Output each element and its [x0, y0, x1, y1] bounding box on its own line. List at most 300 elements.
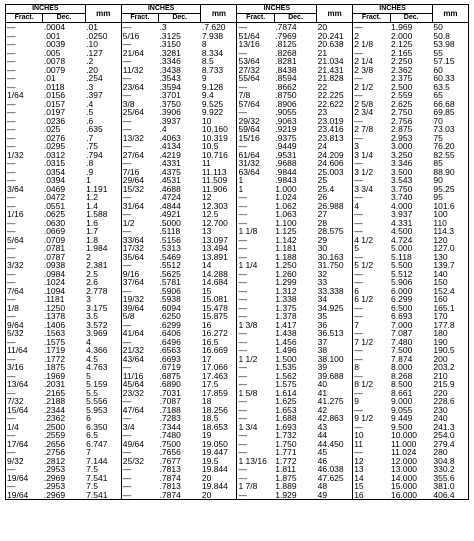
decimal-cell: .8906	[275, 99, 297, 108]
mm-cell: 44.450	[317, 439, 344, 448]
fraction-cell: 5/32	[7, 329, 24, 338]
fraction-cell: 1 1/8	[237, 227, 274, 236]
fraction-cell: —	[7, 218, 16, 227]
fraction-cell: —	[353, 448, 390, 457]
fraction-cell: 17/32	[121, 244, 158, 253]
fraction-cell: 3/4	[121, 423, 158, 432]
fraction-cell: 8	[353, 363, 390, 372]
table-row	[6, 278, 469, 287]
decimal-cell: 1.378	[275, 312, 297, 321]
decimal-cell: .2969	[43, 490, 66, 500]
decimal-cell: 4.000	[391, 201, 413, 210]
table-row	[6, 176, 469, 185]
decimal-cell: .7656	[159, 448, 181, 457]
decimal-cell: .3125	[159, 31, 181, 40]
decimal-cell: .0315	[43, 159, 66, 168]
decimal-cell: .9375	[275, 133, 297, 142]
mm-cell: .6	[86, 116, 94, 125]
decimal-cell: 9.500	[391, 422, 413, 431]
decimal-cell: .0469	[43, 184, 66, 193]
mm-cell: 20	[201, 473, 212, 482]
mm-cell: .254	[86, 74, 103, 83]
fraction-cell: —	[7, 82, 16, 91]
fraction-cell: 31/32	[237, 159, 274, 168]
decimal-cell: 1.142	[275, 235, 297, 244]
fraction-cell: —	[7, 201, 16, 210]
decimal-cell: .9688	[275, 159, 297, 168]
mm-cell: 31.750	[317, 261, 344, 270]
decimal-cell: .7344	[159, 422, 181, 431]
decimal-cell: .0625	[43, 210, 66, 219]
mm-cell: 35	[317, 312, 328, 321]
mm-cell: 19.844	[201, 465, 228, 474]
fraction-cell: 1 1/2	[237, 355, 274, 364]
mm-cell: 70	[433, 116, 443, 125]
decimal-cell: 6.693	[391, 312, 413, 321]
fraction-cell: —	[7, 40, 16, 49]
mm-cell: 65	[433, 91, 443, 100]
mm-cell: 75	[433, 133, 443, 142]
decimal-cell: .2165	[43, 388, 66, 397]
decimal-cell: .6693	[159, 354, 181, 363]
fraction-cell: 2 1/8	[353, 40, 390, 49]
decimal-cell: .0039	[43, 40, 66, 49]
mm-cell: 6	[86, 414, 91, 423]
table-row	[6, 23, 469, 32]
decimal-cell: 1.575	[275, 380, 297, 389]
fraction-cell: —	[237, 406, 274, 415]
mm-cell: 17	[201, 354, 212, 363]
fraction-cell: —	[121, 414, 158, 423]
fraction-cell: —	[7, 116, 16, 125]
decimal-cell: 1.024	[275, 193, 297, 202]
fraction-cell: 7/16	[121, 168, 158, 177]
decimal-cell: .0118	[43, 82, 65, 91]
decimal-cell: 1.125	[275, 227, 297, 236]
fraction-cell: —	[7, 74, 16, 83]
mm-cell: .9	[86, 167, 94, 176]
decimal-cell: 5.512	[391, 269, 413, 278]
fraction-cell: 3/64	[7, 184, 24, 193]
decimal-cell: 7.087	[391, 329, 413, 338]
fraction-cell: 7/32	[7, 397, 24, 406]
decimal-cell: .1406	[43, 320, 66, 329]
fraction-cell: 3 1/4	[353, 151, 390, 160]
mm-cell: .397	[86, 91, 103, 100]
fraction-cell: 43/64	[121, 355, 158, 364]
mm-cell: 17.859	[201, 388, 228, 397]
decimal-cell: 11.024	[391, 448, 417, 457]
fraction-cell: —	[121, 40, 158, 49]
mm-cell: 9.128	[201, 82, 224, 91]
decimal-cell: 2.362	[391, 65, 413, 74]
fraction-cell: 7 1/2	[353, 338, 390, 347]
decimal-cell: .5625	[159, 269, 181, 278]
mm-cell: 100	[433, 210, 448, 219]
mm-cell: 33.338	[317, 286, 344, 295]
mm-cell: 15	[201, 286, 212, 295]
fraction-cell: 59/64	[237, 125, 274, 134]
decimal-cell: 10.000	[391, 431, 418, 440]
decimal-cell: 1.625	[275, 397, 297, 406]
mm-cell: 190.5	[433, 346, 455, 355]
decimal-cell: 8.268	[391, 371, 413, 380]
mm-cell: 41.275	[317, 397, 344, 406]
decimal-cell: .0004	[43, 22, 66, 32]
mm-cell: 46	[317, 456, 328, 465]
fraction-cell: —	[237, 202, 274, 211]
decimal-cell: 1.771	[275, 448, 297, 457]
decimal-cell: .4531	[159, 176, 181, 185]
mm-cell: 203.2	[433, 363, 455, 372]
decimal-cell: .3750	[159, 99, 181, 108]
decimal-cell: .8281	[275, 57, 297, 66]
mm-cell: 32	[317, 269, 328, 278]
fraction-cell: 51/64	[237, 32, 274, 41]
decimal-cell: 15.000	[391, 482, 418, 491]
mm-cell: 42.863	[317, 414, 344, 423]
mm-cell: 215.9	[433, 380, 455, 389]
table-row	[6, 168, 469, 177]
mm-cell: 73.03	[433, 125, 455, 134]
mm-cell: 152.4	[433, 286, 455, 295]
mm-cell: 88.90	[433, 167, 455, 176]
fraction-cell: —	[121, 482, 158, 491]
mm-cell: 28	[317, 218, 328, 227]
decimal-cell: 1.299	[275, 278, 297, 287]
fraction-cell: 14	[353, 474, 390, 483]
mm-cell: 7.5	[86, 482, 98, 491]
table-row	[6, 219, 469, 228]
mm-cell: 57.15	[433, 57, 455, 66]
fraction-cell: —	[7, 482, 16, 491]
decimal-cell: 3.750	[391, 184, 413, 193]
mm-cell: .01	[86, 22, 98, 32]
decimal-cell: .7813	[159, 482, 181, 491]
mm-cell: .4	[86, 99, 94, 108]
table-row	[6, 142, 469, 151]
table-row	[6, 363, 469, 372]
mm-cell: 66.68	[433, 99, 455, 108]
mm-cell: 16.669	[201, 346, 228, 355]
decimal-cell: .3543	[159, 74, 181, 83]
fraction-cell: 12	[353, 457, 390, 466]
decimal-cell: .005	[43, 48, 61, 57]
fraction-cell: 37/64	[121, 278, 158, 287]
mm-cell: 190	[433, 337, 448, 346]
decimal-cell: .0236	[43, 116, 66, 125]
fraction-cell: 3/32	[7, 261, 24, 270]
fraction-cell: 25/64	[121, 108, 158, 117]
mm-cell: 5.953	[86, 405, 108, 414]
decimal-cell: .7813	[159, 465, 181, 474]
mm-cell: 5.556	[86, 397, 108, 406]
mm-cell: 85	[433, 159, 443, 168]
decimal-cell: 4.500	[391, 227, 413, 236]
decimal-cell: .2953	[43, 482, 66, 491]
fraction-cell: 33/64	[121, 236, 158, 245]
table-row	[6, 329, 469, 338]
mm-cell: 13.891	[201, 252, 228, 261]
fraction-cell: 21/32	[121, 346, 158, 355]
mm-cell: 3.5	[86, 312, 98, 321]
table-row	[6, 244, 469, 253]
decimal-cell: .3	[159, 22, 167, 32]
fraction-cell: 35/64	[121, 253, 158, 262]
mm-cell: 2.778	[86, 286, 108, 295]
mm-cell: 1.984	[86, 244, 108, 253]
fraction-cell: 3 1/2	[353, 168, 390, 177]
mm-cell: 220	[433, 388, 448, 397]
fraction-cell: 61/64	[237, 151, 274, 160]
decimal-cell: .3701	[159, 91, 181, 100]
mm-cell: 11.509	[201, 176, 228, 185]
mm-cell: 12.700	[201, 218, 228, 227]
fraction-cell: —	[7, 108, 16, 117]
table-row	[6, 100, 469, 109]
mm-cell: 19.050	[201, 439, 228, 448]
decimal-cell: .3594	[159, 82, 181, 91]
fraction-cell: 3	[353, 142, 390, 151]
fraction-cell: —	[7, 159, 16, 168]
decimal-cell: .2188	[43, 397, 66, 406]
decimal-cell: 2.000	[391, 31, 413, 40]
table-row	[6, 261, 469, 270]
decimal-cell: 5.906	[391, 278, 413, 287]
decimal-cell: 1.417	[275, 320, 297, 329]
mm-cell: 69.85	[433, 108, 455, 117]
decimal-cell: .7480	[159, 431, 181, 440]
fraction-cell: 19/32	[121, 295, 158, 304]
mm-cell: 127.0	[433, 244, 455, 253]
decimal-cell: 2.559	[391, 91, 413, 100]
decimal-cell: .1094	[43, 286, 66, 295]
decimal-cell: 3.740	[391, 193, 413, 202]
table-row	[6, 295, 469, 304]
table-row	[6, 270, 469, 279]
mm-cell: 5.159	[86, 380, 108, 389]
fraction-cell: 1 3/4	[237, 423, 274, 432]
mm-cell: 9.525	[201, 99, 224, 108]
fraction-cell: —	[237, 287, 274, 296]
decimal-cell: 2.125	[391, 40, 413, 49]
mm-cell: 2.381	[86, 261, 108, 270]
table-row	[6, 227, 469, 236]
decimal-cell: .001	[43, 31, 61, 40]
mm-cell: 22	[317, 82, 328, 91]
mm-cell: 46.038	[317, 465, 344, 474]
mm-cell: 20.241	[317, 31, 344, 40]
fraction-cell: 9/64	[7, 320, 24, 329]
fraction-cell: —	[237, 363, 274, 372]
decimal-cell: .9219	[275, 125, 297, 134]
fraction-cell: —	[237, 304, 274, 313]
mm-cell: 37	[317, 337, 328, 346]
decimal-cell: .8662	[275, 82, 297, 91]
decimal-cell: 1.889	[275, 482, 297, 491]
fraction-cell: —	[237, 193, 274, 202]
table-row	[6, 491, 469, 500]
table-row	[6, 210, 469, 219]
fraction-cell: —	[121, 23, 158, 32]
fraction-cell: —	[353, 423, 390, 432]
mm-cell: 48	[317, 482, 328, 491]
fraction-cell: —	[353, 23, 390, 32]
fraction-cell: —	[237, 244, 274, 253]
mm-cell: 280	[433, 448, 448, 457]
mm-cell: 11.113	[201, 167, 227, 176]
mm-cell: 13	[201, 227, 212, 236]
mm-cell: 200	[433, 354, 448, 363]
mm-cell: 210	[433, 371, 448, 380]
table-row	[6, 40, 469, 49]
fraction-cell: 6	[353, 287, 390, 296]
decimal-cell: 1.063	[275, 210, 297, 219]
decimal-cell: .1563	[43, 329, 66, 338]
fraction-cell: —	[7, 227, 16, 236]
fraction-cell: 1/4	[7, 422, 19, 431]
mm-cell: 1.8	[86, 235, 98, 244]
decimal-cell: .1378	[43, 312, 66, 321]
fraction-cell: —	[7, 354, 16, 363]
fraction-cell: 39/64	[121, 304, 158, 313]
mm-cell: 19	[201, 431, 212, 440]
fraction-cell: 5/8	[121, 312, 158, 321]
decimal-cell: .1024	[43, 278, 66, 287]
decimal-cell: 11.000	[391, 439, 417, 448]
decimal-cell: 7.500	[391, 346, 413, 355]
fraction-cell: 2 7/8	[353, 125, 390, 134]
decimal-cell: .0709	[43, 235, 66, 244]
fraction-cell: —	[121, 321, 158, 330]
fraction-cell: 15/64	[7, 405, 29, 414]
fraction-cell: 27/64	[121, 151, 158, 160]
fraction-cell: 11/16	[121, 372, 158, 381]
mm-cell: 20	[317, 22, 328, 32]
fraction-cell: —	[353, 253, 390, 262]
table-row	[6, 406, 469, 415]
mm-cell: 47.625	[317, 473, 344, 482]
mm-cell: 355.6	[433, 473, 455, 482]
decimal-cell: 2.953	[391, 133, 413, 142]
fraction-cell: 10	[353, 431, 390, 440]
mm-cell: 1.588	[86, 210, 108, 219]
table-row	[6, 159, 469, 168]
decimal-cell: 1.100	[275, 218, 297, 227]
fraction-cell: —	[7, 448, 16, 457]
mm-cell: 130	[433, 252, 448, 261]
decimal-cell: .6875	[159, 371, 181, 380]
fraction-cell: 1	[237, 176, 274, 185]
dec-header: Dec.	[390, 14, 432, 23]
fraction-cell: 13	[353, 465, 390, 474]
decimal-cell: .5156	[159, 235, 181, 244]
decimal-cell: 5.500	[391, 261, 413, 270]
table-row	[6, 372, 469, 381]
fraction-cell: 4 1/2	[353, 236, 390, 245]
fraction-cell: 1/64	[7, 91, 24, 100]
decimal-cell: 2.750	[391, 108, 413, 117]
decimal-cell: .7677	[159, 456, 181, 465]
fraction-cell: —	[237, 108, 274, 117]
fraction-cell: 1 13/16	[237, 457, 274, 466]
mm-cell: 95	[433, 193, 443, 202]
decimal-cell: 8.500	[391, 380, 413, 389]
decimal-cell: .2969	[43, 473, 66, 482]
decimal-cell: .7283	[159, 414, 181, 423]
mm-cell: 90	[433, 176, 443, 185]
table-row	[6, 108, 469, 117]
decimal-cell: 6.299	[391, 295, 413, 304]
decimal-cell: .0984	[43, 269, 66, 278]
decimal-cell: .0472	[43, 193, 66, 202]
fraction-cell: —	[7, 125, 16, 134]
mm-cell: 17.5	[201, 380, 219, 389]
mm-cell: 50	[433, 22, 443, 32]
fraction-cell: 13/16	[237, 40, 274, 49]
decimal-cell: .2756	[43, 448, 66, 457]
table-row	[6, 57, 469, 66]
decimal-cell: .2344	[43, 405, 66, 414]
mm-cell: 1.191	[86, 184, 108, 193]
inches-header: INCHES	[237, 5, 317, 14]
fraction-cell: 1 3/8	[237, 321, 274, 330]
mm-cell: 7.541	[86, 490, 108, 500]
mm-cell: 19.5	[201, 456, 219, 465]
fraction-cell: —	[237, 312, 274, 321]
fraction-cell: 2 5/8	[353, 100, 390, 109]
fraction-cell: —	[353, 134, 390, 143]
mm-cell: .127	[86, 48, 103, 57]
decimal-cell: .6496	[159, 337, 181, 346]
fraction-cell: —	[237, 397, 274, 406]
fraction-cell: —	[237, 83, 274, 92]
mm-cell: 16	[201, 320, 212, 329]
mm-cell: 21.431	[317, 65, 344, 74]
fraction-cell: 15	[353, 482, 390, 491]
fract-header: Fract.	[237, 14, 274, 23]
fraction-cell: —	[121, 193, 158, 202]
fraction-cell: 5	[353, 244, 390, 253]
mm-cell: 16.5	[201, 337, 219, 346]
decimal-cell: .5469	[159, 252, 181, 261]
decimal-cell: 1.188	[275, 252, 297, 261]
fraction-cell: —	[7, 371, 16, 380]
fraction-cell: —	[121, 210, 158, 219]
fraction-cell: —	[237, 253, 274, 262]
fraction-cell: 1/8	[7, 303, 19, 312]
table-row	[6, 423, 469, 432]
decimal-cell: .0079	[43, 65, 66, 74]
decimal-cell: 1.535	[275, 363, 297, 372]
decimal-cell: 1.750	[275, 439, 297, 448]
mm-cell: 4.763	[86, 363, 108, 372]
mm-cell: 82.55	[433, 150, 455, 159]
mm-cell: 36	[317, 320, 328, 329]
decimal-cell: 1.875	[275, 473, 297, 482]
fraction-cell: —	[237, 465, 274, 474]
decimal-cell: 2.625	[391, 99, 413, 108]
decimal-cell: .6299	[159, 320, 181, 329]
fraction-cell: 23/32	[121, 389, 158, 398]
decimal-cell: 1.438	[275, 329, 297, 338]
decimal-cell: .5781	[159, 278, 181, 287]
fraction-cell: —	[7, 99, 16, 108]
fraction-cell: —	[7, 269, 16, 278]
mm-cell: 120	[433, 235, 448, 244]
decimal-cell: .6094	[159, 303, 181, 312]
mm-cell: 24.606	[317, 159, 344, 168]
